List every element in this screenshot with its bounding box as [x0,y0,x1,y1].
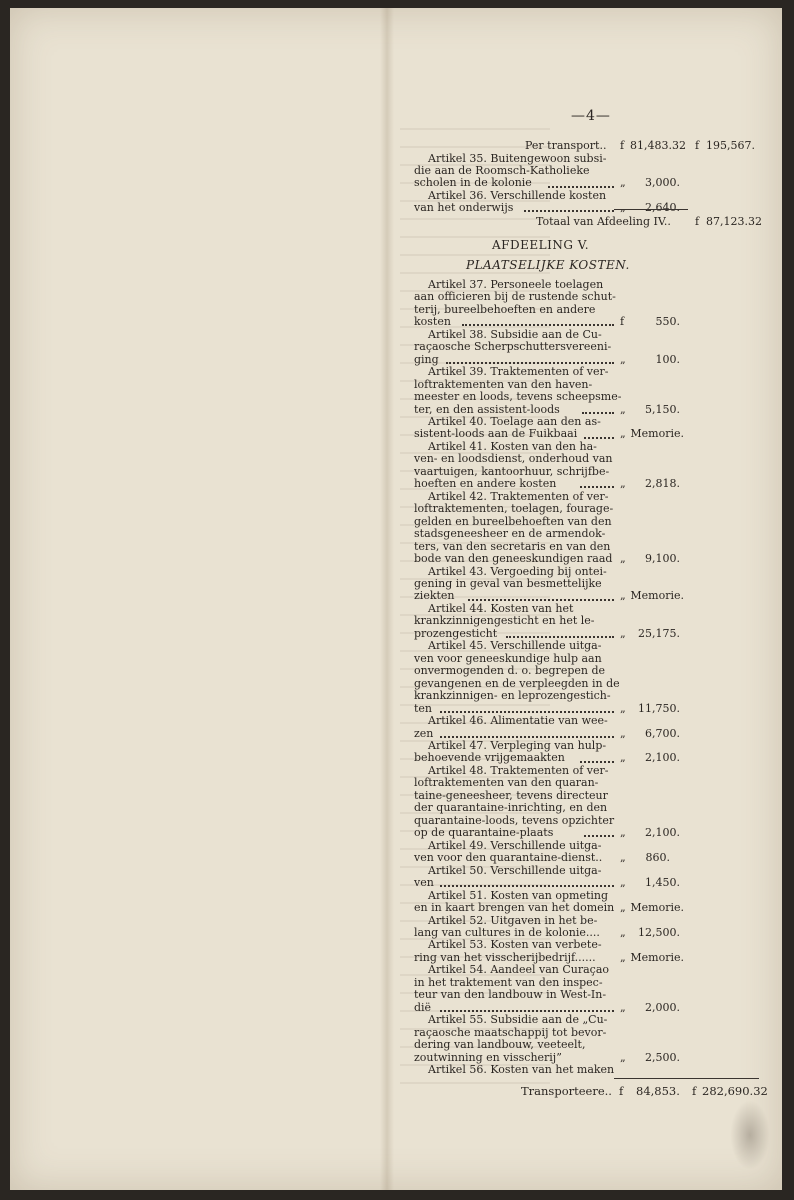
art40-ditto: „ [620,427,626,441]
art48-line6: op de quarantaine-plaats [414,826,554,840]
art54-amount: 2,000. [645,1000,680,1014]
leader-dots [440,884,614,887]
art44-ditto: „ [620,626,626,640]
art42-amount: 9,100. [645,552,680,565]
art54-line3: teur van den landbouw in West-In- [414,988,607,1002]
art51-ditto: „ [620,901,626,914]
art47-line1: Artikel 47. Verpleging van hulp- [428,739,607,752]
art48-amount: 2,100. [645,826,680,840]
art44-line1: Artikel 44. Kosten van het [428,601,574,615]
art55-amount: 2,500. [645,1050,680,1064]
art43-amount: Memorie. [630,589,684,603]
art47-amount: 2,100. [645,751,680,765]
leader-dots [506,635,614,638]
section-heading: AFDEELING V. [492,237,590,252]
art41-line3: vaartuigen, kantoorhuur, schrijfbe- [414,464,610,478]
art49-line2: ven voor den quarantaine-dienst.. [414,851,603,865]
art45-ditto: „ [620,701,626,715]
art35-line2: die aan de Roomsch-Katholieke [414,163,590,177]
leader-dots [440,735,614,738]
art41-amount: 2,818. [645,477,680,491]
per-transport-value-2: 195,567. [706,139,755,152]
art36-line2: van het onderwijs [414,201,514,215]
art54-line1: Artikel 54. Aandeel van Curaçao [428,963,609,977]
art35-amount: 3,000. [645,176,680,190]
section-subheading: PLAATSELIJKE KOSTEN. [466,257,630,272]
art50-line1: Artikel 50. Verschillende uitga- [428,863,602,877]
art53-amount: Memorie. [630,950,684,964]
art43-ditto: „ [620,589,626,603]
transport-rule [614,1078,759,1079]
art48-ditto: „ [620,826,626,840]
art52-line1: Artikel 52. Uitgaven in het be- [428,913,598,927]
art38-amount: 100. [655,352,680,366]
art39-line1: Artikel 39. Traktementen of ver- [428,365,609,379]
art48-line1: Artikel 48. Traktementen of ver- [428,763,609,777]
leader-dots [440,1009,614,1012]
art52-ditto: „ [620,925,626,939]
art38-line1: Artikel 38. Subsidie aan de Cu- [428,327,602,341]
per-transport-f2: f [695,139,700,152]
art44-line3: prozengesticht [414,626,498,640]
art43-line2: gening in geval van besmettelijke [414,577,602,590]
art41-line4: hoeften en andere kosten [414,477,557,491]
art48-line5: quarantaine-loods, tevens opzichter [414,813,615,827]
art51-line2: en in kaart brengen van het domein [414,901,615,914]
art41-line2: ven- en loodsdienst, onderhoud van [414,452,613,466]
art52-line2: lang van cultures in de kolonie.... [414,925,600,939]
art39-line4: ter, en den assistent-loods [414,402,560,416]
art42-line3: gelden en bureelbehoeften van den [414,514,612,528]
art47-line2: behoevende vrijgemaakten [414,751,565,765]
art36-line1: Artikel 36. Verschillende kosten [428,188,607,202]
transport-label: Transporteere.. [521,1084,612,1098]
art49-ditto: „ [620,851,626,865]
art42-ditto: „ [620,552,626,565]
art45-line1: Artikel 45. Verschillende uitga- [428,639,602,653]
art38-line2: raçaosche Scherpschuttersvereeni- [414,340,612,354]
art54-line2: in het traktement van den inspec- [414,975,603,989]
art54-line4: dië [414,1000,432,1014]
transport-f1: f [619,1084,624,1098]
art53-line2: ring van het visscherijbedrijf...... [414,950,596,964]
art49-line1: Artikel 49. Verschillende uitga- [428,838,602,852]
leader-dots [462,323,614,326]
per-transport-value-1: 81,483.32 [630,139,686,152]
transport-value-2: 282,690.32 [702,1084,768,1098]
art53-line1: Artikel 53. Kosten van verbete- [428,938,602,952]
art55-ditto: „ [620,1050,626,1064]
total-iv-label: Totaal van Afdeeling IV.. [536,214,671,228]
page-number: —4— [571,108,611,124]
art41-line1: Artikel 41. Kosten van den ha- [428,439,597,453]
art40-line1: Artikel 40. Toelage aan den as- [428,415,601,428]
art51-amount: Memorie. [630,901,684,914]
art49-amount: 860. [645,851,670,865]
art37-line4: kosten [414,315,451,329]
art45-line6: ten [414,701,433,715]
art45-line5: krankzinnigen- en leprozengestich- [414,689,611,703]
art46-ditto: „ [620,726,626,740]
art42-line4: stadsgeneesheer en de armendok- [414,527,606,541]
per-transport-f1: f [620,139,625,152]
page-stain [730,1100,770,1170]
art42-line2: loftraktementen, toelagen, fourage- [414,502,614,516]
leader-dots [440,710,614,713]
transport-value-1: 84,853. [636,1084,680,1098]
art46-line2: zen [414,726,434,740]
art44-line2: krankzinnigengesticht en het le- [414,614,595,628]
art44-amount: 25,175. [638,626,680,640]
art43-line1: Artikel 43. Vergoeding bij ontei- [428,564,607,578]
art50-ditto: „ [620,876,626,890]
leader-dots [468,598,614,601]
art43-line3: ziekten [414,589,455,603]
art36-ditto: „ [620,201,626,215]
art56-line1: Artikel 56. Kosten van het maken [428,1063,615,1076]
art42-line5: ters, van den secretaris en van den [414,539,611,553]
art47-ditto: „ [620,751,626,765]
art39-line2: loftraktementen van den haven- [414,377,593,391]
art38-ditto: „ [620,352,626,366]
art40-line2: sistent-loods aan de Fuikbaai [414,427,578,441]
art46-amount: 6,700. [645,726,680,740]
art45-amount: 11,750. [638,701,680,715]
art50-line2: ven [414,876,434,890]
art53-ditto: „ [620,950,626,964]
art55-line1: Artikel 55. Subsidie aan de „Cu- [428,1013,608,1027]
art42-line6: bode van den geneeskundigen raad [414,552,613,565]
art45-line3: onvermogenden d. o. begrepen de [414,664,606,678]
art50-amount: 1,450. [645,876,680,890]
art46-line1: Artikel 46. Alimentatie van wee- [428,714,608,728]
art37-line1: Artikel 37. Personeele toelagen [428,277,604,291]
art38-line3: ging [414,352,439,366]
transport-f2: f [692,1084,697,1098]
art48-line2: loftraktementen van den quaran- [414,776,599,790]
total-iv-amount: 87,123.32 [706,214,762,228]
art39-line3: meester en loods, tevens scheepsme- [414,390,622,403]
art36-amount: 2,640. [645,201,680,215]
art35-line1: Artikel 35. Buitengewoon subsi- [428,151,607,165]
art40-amount: Memorie. [630,427,684,441]
art37-line3: terij, bureelbehoeften en andere [414,302,596,316]
leader-dots [446,361,614,364]
art52-amount: 12,500. [638,925,680,939]
art35-ditto: „ [620,176,626,190]
art39-amount: 5,150. [645,402,680,416]
art41-ditto: „ [620,477,626,491]
art42-line1: Artikel 42. Traktementen of ver- [428,489,609,503]
total-iv-f: f [695,214,700,228]
art48-line4: der quarantaine-inrichting, en den [414,801,608,815]
art39-ditto: „ [620,402,626,416]
subtotal-rule [614,209,688,210]
art55-line2: raçaosche maatschappij tot bevor- [414,1025,607,1039]
art55-line3: dering van landbouw, veeteelt, [414,1038,586,1052]
art35-line3: scholen in de kolonie [414,176,532,190]
art37-line2: aan officieren bij de rustende schut- [414,290,616,304]
art45-line4: gevangenen en de verpleegden in de [414,676,620,690]
per-transport-label: Per transport.. [525,139,607,152]
art54-ditto: „ [620,1000,626,1014]
art55-line4: zoutwinning en visscherij” [414,1050,562,1064]
art37-amount: 550. [655,315,680,329]
art48-line3: taine-geneesheer, tevens directeur [414,788,608,802]
art37-f: f [620,315,625,329]
art51-line1: Artikel 51. Kosten van opmeting [428,888,609,902]
art45-line2: ven voor geneeskundige hulp aan [414,651,602,665]
page-fold [380,8,394,1190]
